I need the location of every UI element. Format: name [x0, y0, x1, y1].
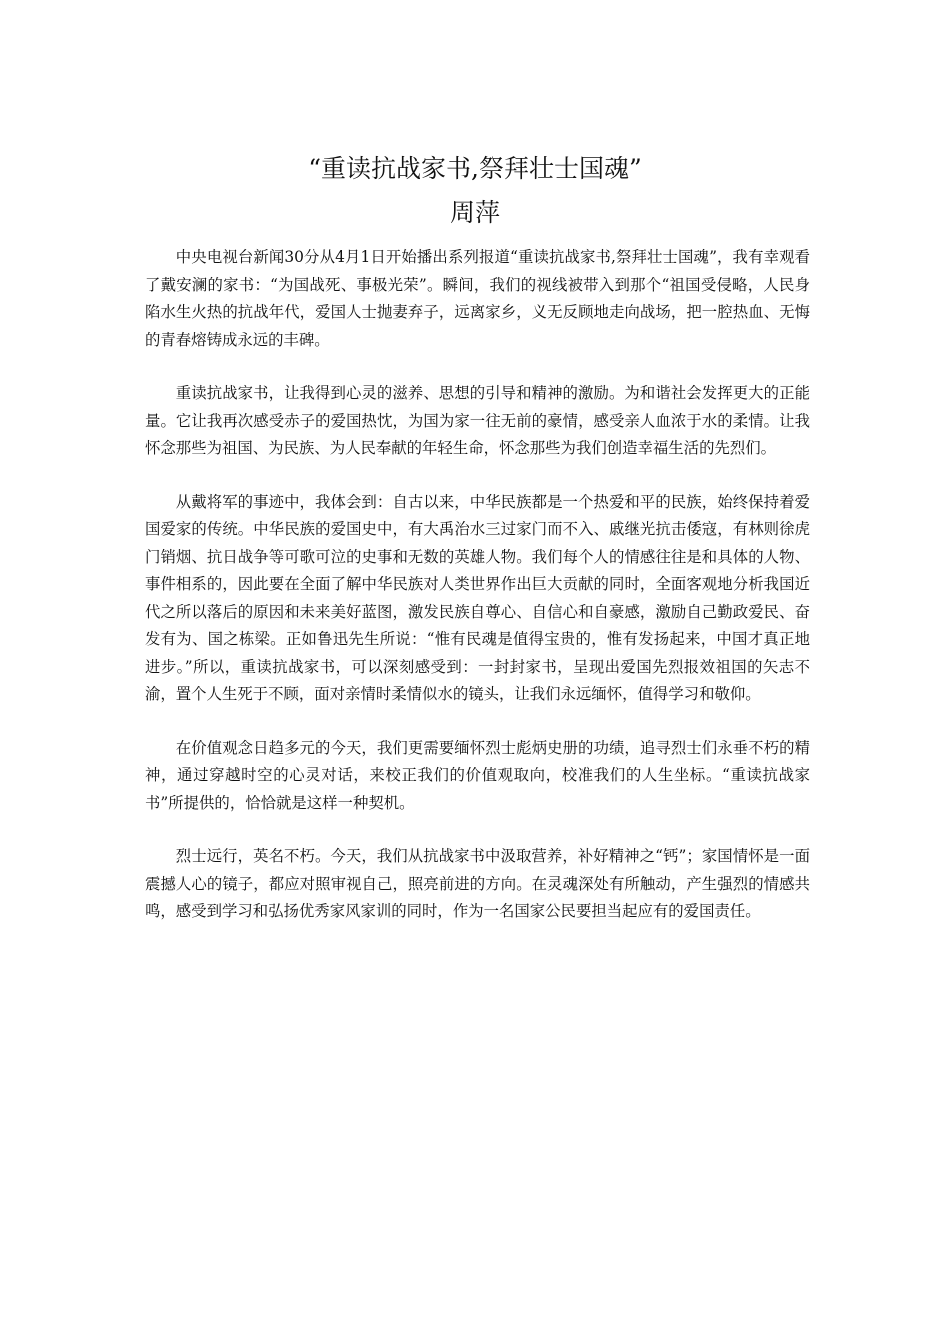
paragraph-3: 从戴将军的事迹中，我体会到：自古以来，中华民族都是一个热爱和平的民族，始终保持着爱国爱家的传统。中华民族的爱国史中，有大禹治水三过家门而不入、戚继光抗击倭寇，有林则徐虎门销烟、抗日战争等可歌可泣的史事和无数的英雄人物。我们每个人的情感往往是和具体的人物、事件相系的，因此要在全面了解中华民族对人类世界作出巨大贡献的同时，全面客观地分析我国近代之所以落后的原因和未来美好蓝图，激发民族自尊心、自信心和自豪感，激励自己勤政爱民、奋发有为、国之栋梁。正如鲁迅先生所说：“惟有民魂是值得宝贵的，惟有发扬起来，中国才真正地进步。”所以，重读抗战家书，可以深刻感受到：一封封家书，呈现出爱国先烈报效祖国的矢志不渝，置个人生死于不顾，面对亲情时柔情似水的镜头，让我们永远缅怀，值得学习和敬仰。	[145, 492, 810, 703]
paragraph-1: 中央电视台新闻30分从4月1日开始播出系列报道“重读抗战家书,祭拜壮士国魂”，我有幸观看了戴安澜的家书：“为国战死、事极光荣”。瞬间，我们的视线被带入到那个“祖国受侵略，人民身陷水生火热的抗战年代，爱国人士抛妻弃子，远离家乡，义无反顾地走向战场，把一腔热血、无悔的青春熔铸成永远的丰碑。	[145, 248, 810, 349]
document-title: “重读抗战家书,祭拜壮士国魂”	[308, 154, 642, 183]
document-body	[145, 244, 810, 952]
paragraph-5: 烈士远行，英名不朽。今天，我们从抗战家书中汲取营养，补好精神之“钙”；家国情怀是一面震撼人心的镜子，都应对照审视自己，照亮前进的方向。在灵魂深处有所触动，产生强烈的情感共鸣，感受到学习和弘扬优秀家风家训的同时，作为一名国家公民要担当起应有的爱国责任。	[145, 847, 810, 920]
document-author: 周萍	[449, 198, 500, 227]
paragraph-2: 重读抗战家书，让我得到心灵的滋养、思想的引导和精神的激励。为和谐社会发挥更大的正能量。它让我再次感受赤子的爱国热忱，为国为家一往无前的豪情，感受亲人血浓于水的柔情。让我怀念那些为祖国、为民族、为人民奉献的年轻生命，怀念那些为我们创造幸福生活的先烈们。	[145, 384, 810, 457]
paragraph-4: 在价值观念日趋多元的今天，我们更需要缅怀烈士彪炳史册的功绩，追寻烈士们永垂不朽的精神，通过穿越时空的心灵对话，来校正我们的价值观取向，校准我们的人生坐标。“重读抗战家书”所提供的，恰恰就是这样一种契机。	[145, 738, 810, 812]
